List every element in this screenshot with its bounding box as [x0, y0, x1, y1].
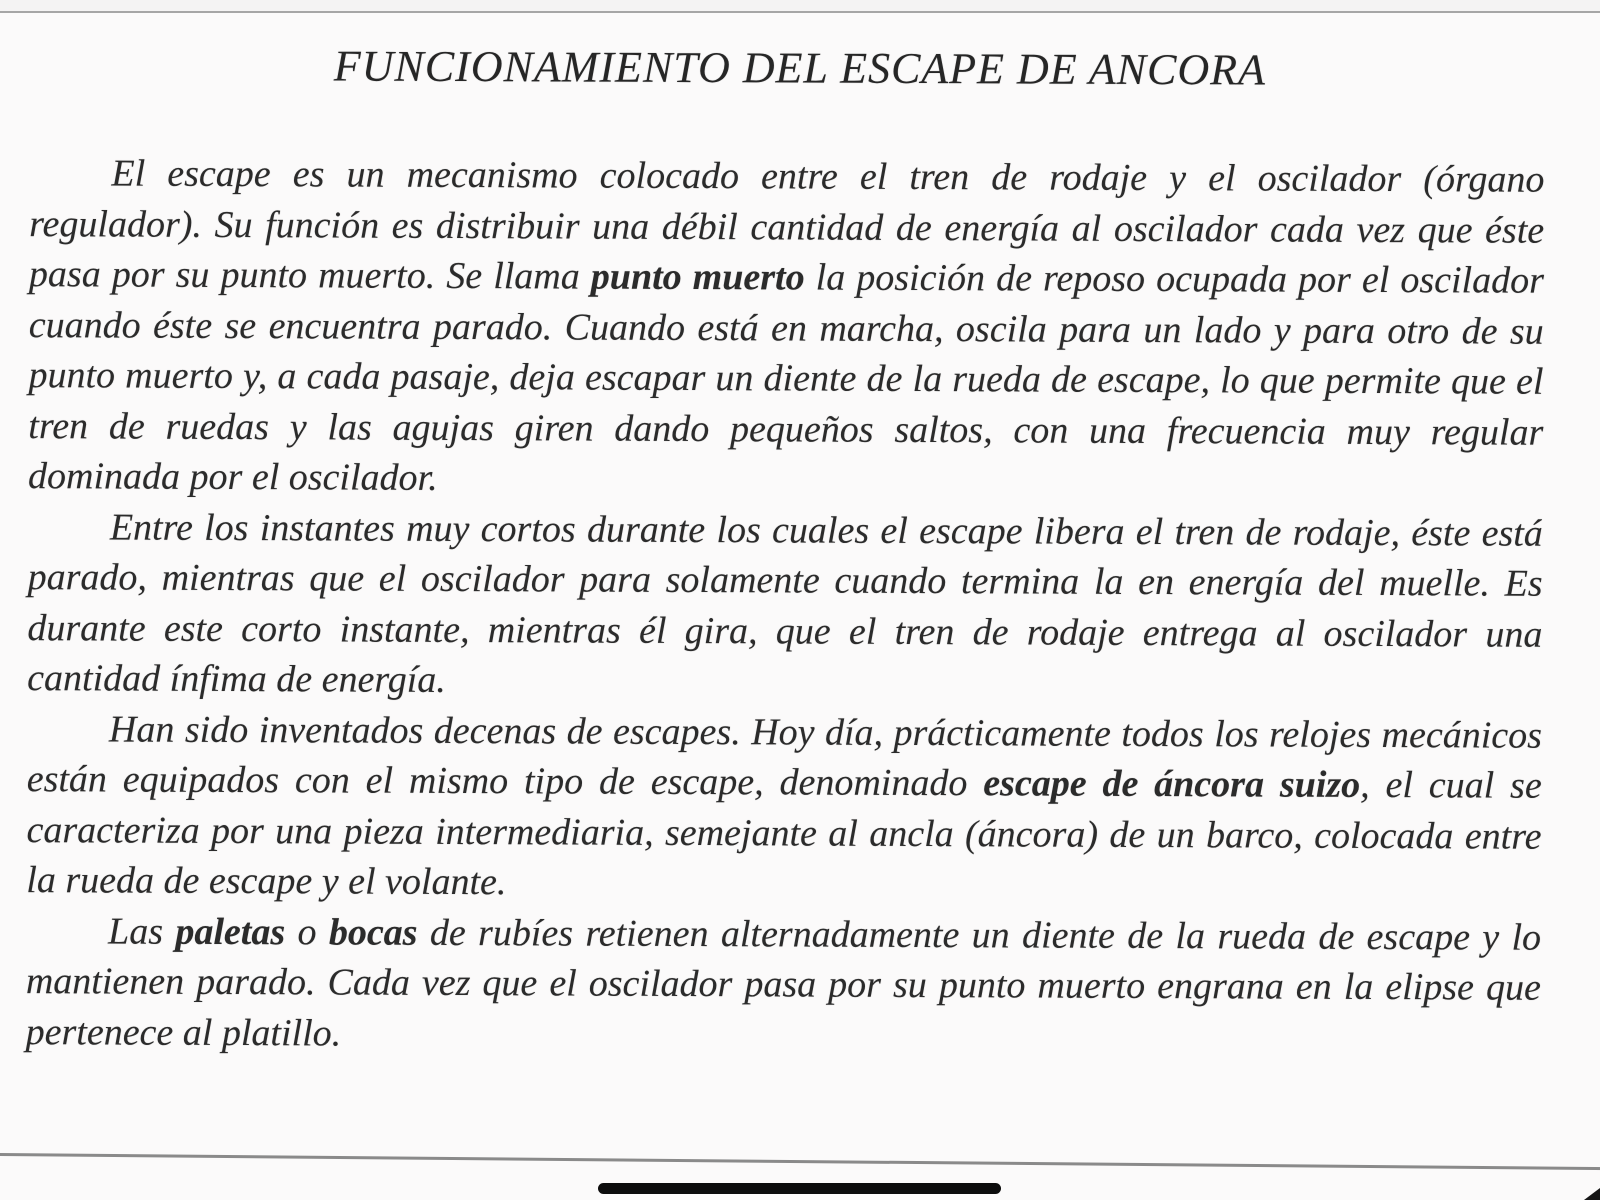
document-body [0, 148, 1600, 1064]
scanned-page [0, 15, 1600, 1200]
paragraph: Las paletas o bocas de rubíes retienen alternadamente un diente de la rueda de escape y lo mantienen parado. Cada vez que el oscilador pasa por su punto muerto engrana en la elipse que pertenece al platillo. [25, 909, 1542, 1054]
page-title: FUNCIONAMIENTO DEL ESCAPE DE ANCORA [333, 41, 1267, 95]
paragraph: Entre los instantes muy cortos durante los cuales el escape libera el tren de rodaje, éste está parado, mientras que el oscilador para solamente cuando termina la en energía del muelle. Es durante este corto instante, mientras él gira, que el tren de rodaje entrega al oscilador una cantidad ínfima de energía. [27, 505, 1543, 701]
paragraph: Han sido inventados decenas de escapes. Hoy día, prácticamente todos los relojes mecánicos están equipados con el mismo tipo de escape, denominado escape de áncora suizo, el cual se caracteriza por una pieza intermediaria, semejante al ancla (áncora) de un barco, colocada entre la rueda de escape y el volante. [26, 707, 1543, 904]
home-indicator-bar[interactable] [598, 1183, 1001, 1194]
page-content [0, 39, 1600, 1064]
paragraph: El escape es un mecanismo colocado entre el tren de rodaje y el oscilador (órgano regulador). Su función es distribuir una débil cantidad de energía al oscilador cada vez que éste pasa por su punto muerto. Se llama punto muerto la posición de reposo ocupada por el oscilador cuando éste se encuentra parado. Cuando está en marcha, oscila para un lado y para otro de su punto muerto y, a cada pasaje, deja escapar un diente de la rueda de escape, lo que permite que el tren de ruedas y las agujas giren dando pequeños saltos, con una frecuencia muy regular dominada por el oscilador. [28, 152, 1545, 499]
viewer-top-strip [0, 0, 1600, 13]
